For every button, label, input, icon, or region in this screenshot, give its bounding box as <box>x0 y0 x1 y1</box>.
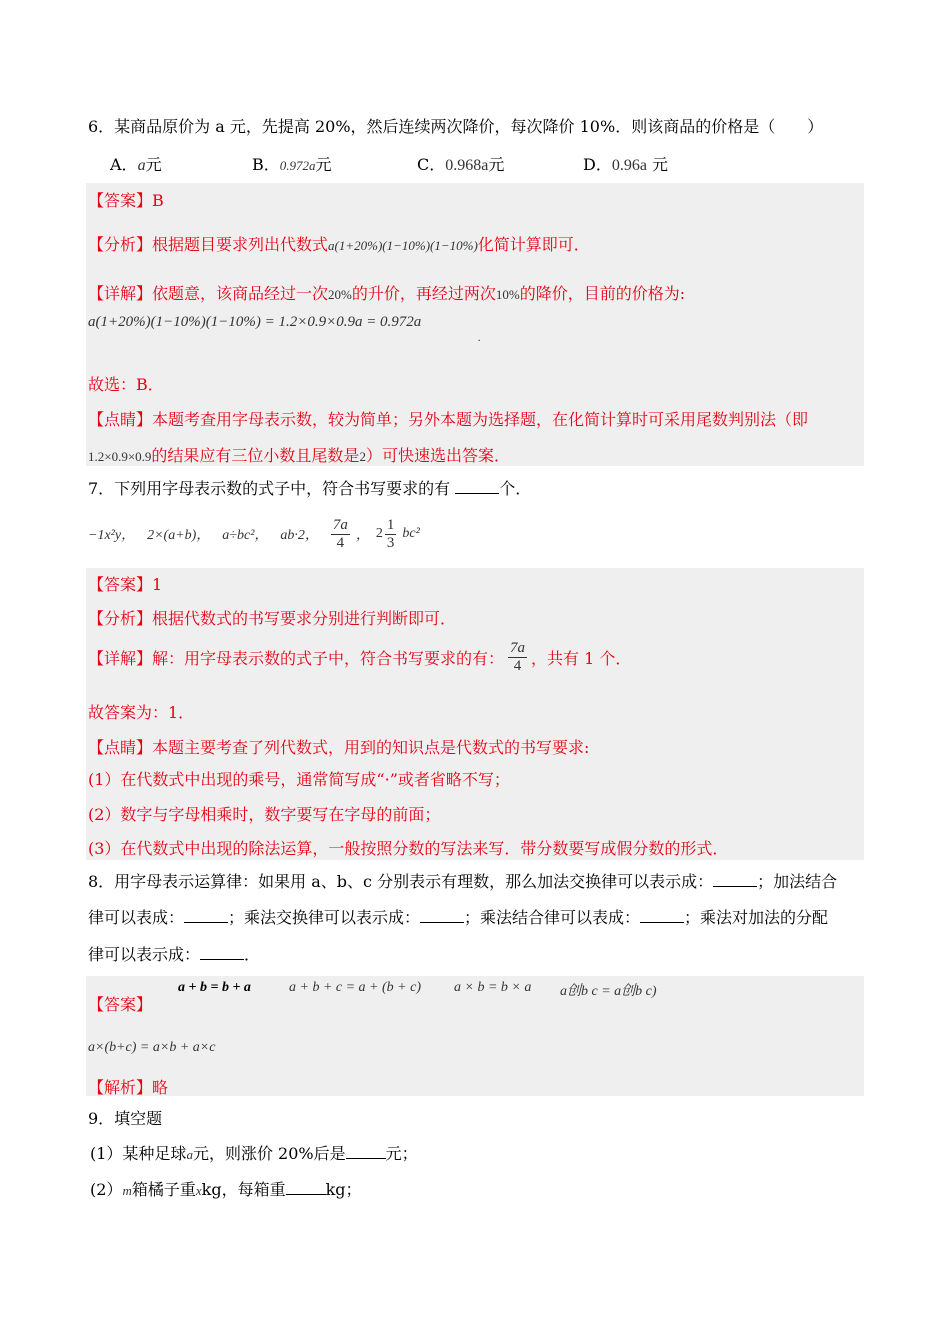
q7-expr3: a÷bc²， <box>222 528 269 543</box>
q7-analysis: 【分析】根据代数式的书写要求分别进行判断即可． <box>88 609 457 628</box>
q7-stem: 7．下列用字母表示数的式子中，符合书写要求的有 个． <box>88 479 532 498</box>
q7-mixed-frac: $\frac{1}{3}$ <box>386 516 395 551</box>
q9-item2: (2）m箱橘子重xkg，每箱重 kg； <box>90 1180 362 1199</box>
q7-detail: 【详解】解：用字母表示数的式子中，符合书写要求的有： $\frac{7a}{4}$ ，共有 1 个． <box>88 640 632 674</box>
q8-blank-3[interactable] <box>420 908 464 923</box>
q8-blank-1[interactable] <box>713 872 757 887</box>
q8-analysis: 【解析】略 <box>88 1078 169 1097</box>
q6-answer: 【答案】B <box>88 191 164 210</box>
q7-choice: 故答案为：1． <box>88 703 195 722</box>
q6-option-a: A．a元 <box>110 155 162 174</box>
q8-line1: 8．用字母表示运算律：如果用 a、b、c 分别表示有理数，那么加法交换律可以表示成： ；加法结合 <box>88 872 838 891</box>
q6-formula: a(1+20%)(1−10%)(1−10%) = 1.2×0.9×0.9a = 0.972a <box>88 314 422 330</box>
q6-stem: 6．某商品原价为 a 元，先提高 20%，然后连续两次降价，每次降价 10%．则该商品的价格是（ ） <box>88 117 824 136</box>
q6-comment-line2: 1.2×0.9×0.9的结果应有三位小数且尾数是2）可快速选出答案． <box>88 446 510 465</box>
q7-expr2: 2×(a+b)， <box>147 528 211 543</box>
q8-ans-4: a创b c = a创b c) <box>560 984 657 999</box>
q8-line3: 律可以表示成： ． <box>88 945 261 964</box>
q7-expressions: −1x²y， 2×(a+b)， a÷bc²， ab·2， $\frac{7a}{4}$ ， 2 $\frac{1}{3}$ bc² <box>88 516 420 551</box>
q7-answer: 【答案】1 <box>88 575 163 594</box>
q7-comment1: (1）在代数式中出现的乘号，通常简写成“·”或者省略不写； <box>88 770 510 789</box>
q8-blank-2[interactable] <box>184 908 228 923</box>
q7-detail-frac: $\frac{7a}{4}$ <box>510 640 526 674</box>
q6-detail: 【详解】依题意，该商品经过一次20%的升价，再经过两次10%的降价，目前的价格为: <box>88 284 686 303</box>
q7-expr1: −1x²y， <box>88 528 136 543</box>
q6-analysis: 【分析】根据题目要求列出代数式a(1+20%)(1−10%)(1−10%)化简计算即可． <box>88 235 590 254</box>
q8-ans-5: a×(b+c) = a×b + a×c <box>88 1040 216 1055</box>
q8-ans-1: a + b = b + a <box>178 980 251 995</box>
q9-blank-2[interactable] <box>286 1180 326 1195</box>
q7-frac-7a-4: $\frac{7a}{4}$ <box>332 516 348 551</box>
q7-comment0: 【点睛】本题主要考查了列代数式，用到的知识点是代数式的书写要求: <box>88 738 590 757</box>
q8-blank-5[interactable] <box>200 945 244 960</box>
q8-ans-2: a + b + c = a + (b + c) <box>289 980 421 995</box>
q7-comment2: (2）数字与字母相乘时，数字要写在字母的前面； <box>88 805 441 824</box>
q6-choice: 故选：B． <box>88 375 164 394</box>
q9-item1: (1）某种足球a元，则涨价 20%后是 元； <box>90 1144 418 1163</box>
q7-blank[interactable] <box>455 479 499 494</box>
q6-option-b: B．0.972a元 <box>252 155 332 174</box>
q7-comment3: (3）在代数式中出现的除法运算，一般按照分数的写法来写．带分数要写成假分数的形式． <box>88 839 729 858</box>
q7-expr4: ab·2， <box>280 528 319 543</box>
q8-line2: 律可以表成： ；乘法交换律可以表示成： ；乘法结合律可以表成： ；乘法对加法的分配 <box>88 908 829 927</box>
q7-mixed-int: 2 <box>375 526 383 541</box>
q6-option-d: D．0.96a 元 <box>583 155 669 174</box>
q9-title: 9．填空题 <box>88 1109 163 1128</box>
q8-answer-label: 【答案】 <box>88 995 153 1014</box>
q8-ans-3: a × b = b × a <box>454 980 532 995</box>
q6-comment-line1: 【点睛】本题考查用字母表示数，较为简单；另外本题为选择题，在化简计算时可采用尾数判别法（即 <box>88 410 809 429</box>
q8-blank-4[interactable] <box>640 908 684 923</box>
q6-formula-dot: . <box>478 330 481 344</box>
q6-option-c: C．0.968a元 <box>417 155 505 174</box>
q9-blank-1[interactable] <box>346 1144 386 1159</box>
